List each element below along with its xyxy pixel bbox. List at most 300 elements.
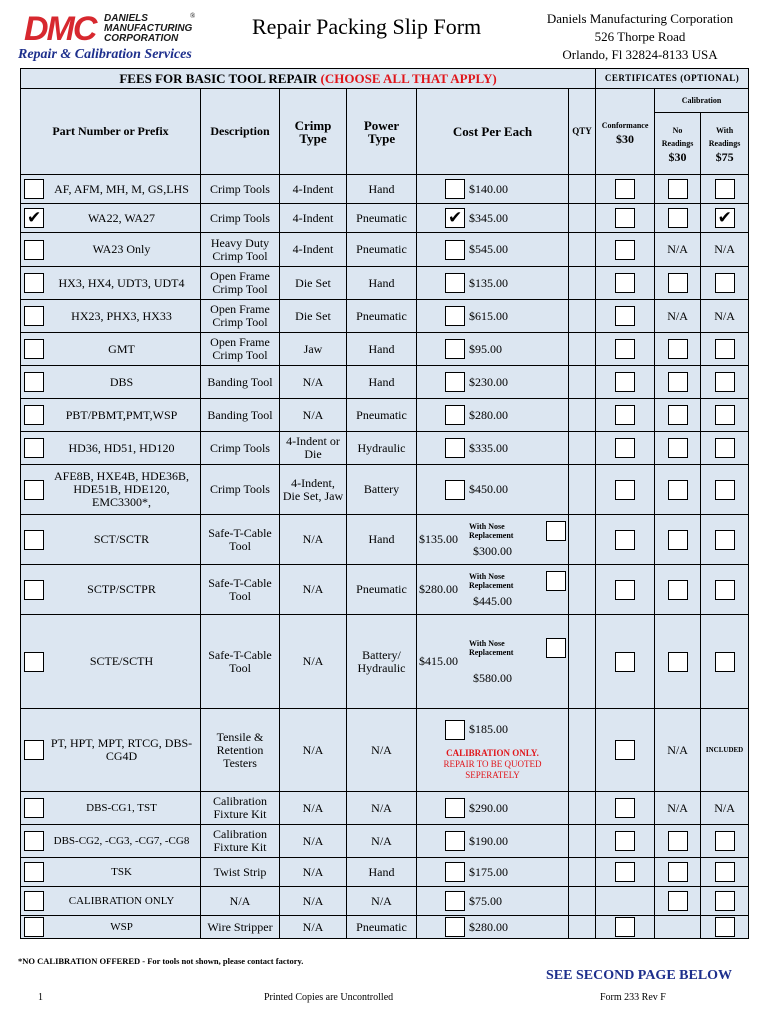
qty-cell[interactable] xyxy=(569,916,596,939)
nose-replacement-label: With Nose Replacement xyxy=(469,522,514,540)
power-type: N/A xyxy=(347,709,417,792)
conformance-cell xyxy=(596,465,655,515)
cost-cell xyxy=(417,858,569,887)
description: Calibration Fixture Kit xyxy=(201,825,280,858)
power-type: Pneumatic xyxy=(347,916,417,939)
description: Safe-T-Cable Tool xyxy=(201,615,280,709)
with-readings-checkbox[interactable] xyxy=(715,652,735,672)
cost-cell xyxy=(417,366,569,399)
cost-value: $190.00 xyxy=(469,833,508,848)
qty-cell[interactable] xyxy=(569,825,596,858)
part-select-checkbox[interactable] xyxy=(24,831,44,851)
with-readings-checkbox[interactable] xyxy=(715,273,735,293)
cost-value: $290.00 xyxy=(469,800,508,815)
description: Heavy Duty Crimp Tool xyxy=(201,233,280,267)
conformance-cell xyxy=(596,615,655,709)
with-readings-cell xyxy=(701,333,749,366)
table-row xyxy=(21,465,749,515)
crimp-type: N/A xyxy=(280,515,347,565)
no-readings-cell xyxy=(655,465,701,515)
cost-select-checkbox[interactable] xyxy=(445,179,465,199)
no-readings-checkbox[interactable] xyxy=(668,530,688,550)
no-readings-checkbox[interactable] xyxy=(668,438,688,458)
conformance-checkbox[interactable] xyxy=(615,372,635,392)
description: Wire Stripper xyxy=(201,916,280,939)
description: Crimp Tools xyxy=(201,204,280,233)
with-readings-value: N/A xyxy=(701,300,749,333)
no-readings-cell xyxy=(655,916,701,939)
conformance-cell xyxy=(596,792,655,825)
with-readings-cell xyxy=(701,267,749,300)
footnote: *NO CALIBRATION OFFERED - For tools not shown, please contact factory. xyxy=(18,956,304,966)
table-row xyxy=(21,565,749,615)
part-number: WA22, WA27 xyxy=(87,210,156,225)
power-type: Pneumatic xyxy=(347,204,417,233)
part-number: GMT xyxy=(108,341,135,356)
with-readings-cell xyxy=(701,615,749,709)
crimp-type: 4-Indent or Die xyxy=(280,432,347,465)
qty-cell[interactable] xyxy=(569,432,596,465)
with-readings-checkbox[interactable] xyxy=(715,530,735,550)
part-select-checkbox[interactable] xyxy=(24,306,44,326)
power-type: N/A xyxy=(347,887,417,916)
company-logo: DMC DANIELS MANUFACTURING CORPORATION ® xyxy=(24,10,196,48)
table-row xyxy=(21,825,749,858)
part-cell xyxy=(21,565,201,615)
part-cell xyxy=(21,615,201,709)
cost-select-checkbox[interactable] xyxy=(445,438,465,458)
part-select-checkbox[interactable] xyxy=(24,917,44,937)
no-readings-cell xyxy=(655,399,701,432)
conformance-cell xyxy=(596,565,655,615)
table-row xyxy=(21,709,749,792)
with-readings-value: N/A xyxy=(701,792,749,825)
conformance-checkbox[interactable] xyxy=(615,580,635,600)
part-cell xyxy=(21,432,201,465)
no-readings-checkbox[interactable] xyxy=(668,273,688,293)
conformance-cell xyxy=(596,858,655,887)
no-readings-cell xyxy=(655,565,701,615)
with-readings-cell xyxy=(701,887,749,916)
cost-cell xyxy=(417,615,569,709)
conformance-cell xyxy=(596,300,655,333)
part-cell xyxy=(21,233,201,267)
cost-value: $615.00 xyxy=(469,308,508,323)
part-number: WSP xyxy=(110,920,133,933)
no-readings-checkbox[interactable] xyxy=(668,405,688,425)
with-readings-cell xyxy=(701,858,749,887)
calibration-only-note: CALIBRATION ONLY. xyxy=(446,747,539,758)
no-readings-cell xyxy=(655,267,701,300)
part-number: DBS-CG2, -CG3, -CG7, -CG8 xyxy=(53,834,190,847)
col-power-type: Power Type xyxy=(347,89,417,175)
logo-mark: DMC xyxy=(24,10,96,48)
qty-cell[interactable] xyxy=(569,366,596,399)
conformance-checkbox[interactable] xyxy=(615,273,635,293)
nose-replacement-cost: $300.00 xyxy=(473,544,512,558)
page-title: Repair Packing Slip Form xyxy=(252,14,482,39)
with-readings-cell xyxy=(701,399,749,432)
cost-cell xyxy=(417,175,569,204)
conformance-checkbox[interactable] xyxy=(615,798,635,818)
cost-value: $450.00 xyxy=(469,482,508,496)
crimp-type: Die Set xyxy=(280,267,347,300)
part-select-checkbox[interactable] xyxy=(24,339,44,359)
qty-cell[interactable] xyxy=(569,267,596,300)
part-select-checkbox[interactable] xyxy=(24,530,44,550)
with-readings-cell xyxy=(701,432,749,465)
part-select-checkbox[interactable] xyxy=(24,438,44,458)
no-readings-value: N/A xyxy=(655,709,701,792)
conformance-cell xyxy=(596,916,655,939)
conformance-checkbox[interactable] xyxy=(615,917,635,937)
section-heading: FEES FOR BASIC TOOL REPAIR (CHOOSE ALL THAT APPLY) xyxy=(21,69,596,89)
part-select-checkbox[interactable] xyxy=(24,580,44,600)
power-type: Pneumatic xyxy=(347,300,417,333)
conformance-cell xyxy=(596,366,655,399)
part-select-checkbox[interactable] xyxy=(24,372,44,392)
conformance-checkbox[interactable] xyxy=(615,740,635,760)
cost-cell xyxy=(417,399,569,432)
description: Calibration Fixture Kit xyxy=(201,792,280,825)
certificates-heading: CERTIFICATES (OPTIONAL) xyxy=(596,69,749,89)
see-second-page-link: SEE SECOND PAGE BELOW xyxy=(546,968,733,983)
conformance-checkbox[interactable] xyxy=(615,438,635,458)
cost-value: $280.00 xyxy=(469,407,508,422)
no-readings-checkbox[interactable] xyxy=(668,862,688,882)
no-readings-cell xyxy=(655,366,701,399)
part-cell xyxy=(21,825,201,858)
with-readings-checkbox[interactable] xyxy=(715,208,735,228)
no-readings-cell xyxy=(655,175,701,204)
no-readings-checkbox[interactable] xyxy=(668,891,688,911)
cost-select-checkbox[interactable] xyxy=(445,720,465,740)
with-readings-checkbox[interactable] xyxy=(715,891,735,911)
cost-value: $230.00 xyxy=(469,374,508,389)
conformance-checkbox[interactable] xyxy=(615,862,635,882)
no-readings-value: N/A xyxy=(655,233,701,267)
cost-cell xyxy=(417,709,569,792)
col-qty: QTY xyxy=(569,89,596,175)
crimp-type: N/A xyxy=(280,858,347,887)
no-readings-checkbox[interactable] xyxy=(668,580,688,600)
qty-cell[interactable] xyxy=(569,399,596,432)
part-select-checkbox[interactable] xyxy=(24,862,44,882)
part-number: DBS-CG1, TST xyxy=(86,801,157,814)
qty-cell[interactable] xyxy=(569,204,596,233)
part-cell xyxy=(21,204,201,233)
qty-cell[interactable] xyxy=(569,175,596,204)
qty-cell[interactable] xyxy=(569,233,596,267)
power-type: Pneumatic xyxy=(347,399,417,432)
qty-cell[interactable] xyxy=(569,792,596,825)
part-number: HX23, PHX3, HX33 xyxy=(71,308,172,323)
with-readings-cell xyxy=(701,916,749,939)
with-readings-checkbox[interactable] xyxy=(715,339,735,359)
power-type: Hand xyxy=(347,175,417,204)
with-readings-checkbox[interactable] xyxy=(715,179,735,199)
description: Crimp Tools xyxy=(201,175,280,204)
no-readings-cell xyxy=(655,515,701,565)
no-readings-checkbox[interactable] xyxy=(668,831,688,851)
cost-select-checkbox[interactable] xyxy=(445,917,465,937)
cost-value: $185.00 xyxy=(469,722,508,736)
cost-value: $175.00 xyxy=(469,864,508,879)
part-cell xyxy=(21,300,201,333)
description: Banding Tool xyxy=(201,366,280,399)
no-readings-checkbox[interactable] xyxy=(668,652,688,672)
part-select-checkbox[interactable] xyxy=(24,179,44,199)
description: Crimp Tools xyxy=(201,465,280,515)
with-readings-checkbox[interactable] xyxy=(715,438,735,458)
part-number: CALIBRATION ONLY xyxy=(68,894,175,907)
crimp-type: N/A xyxy=(280,565,347,615)
conformance-checkbox[interactable] xyxy=(615,179,635,199)
cost-cell xyxy=(417,792,569,825)
description: Safe-T-Cable Tool xyxy=(201,565,280,615)
table-row xyxy=(21,333,749,366)
conformance-checkbox[interactable] xyxy=(615,208,635,228)
part-number: SCT/SCTR xyxy=(93,532,150,546)
conformance-cell xyxy=(596,887,655,916)
crimp-type: N/A xyxy=(280,709,347,792)
part-cell xyxy=(21,916,201,939)
cost-select-checkbox[interactable] xyxy=(445,862,465,882)
qty-cell[interactable] xyxy=(569,515,596,565)
no-readings-cell xyxy=(655,333,701,366)
cost-cell xyxy=(417,300,569,333)
part-number: AF, AFM, MH, M, GS,LHS xyxy=(54,181,189,196)
no-readings-value: N/A xyxy=(655,792,701,825)
table-row xyxy=(21,204,749,233)
crimp-type: Jaw xyxy=(280,333,347,366)
conformance-checkbox[interactable] xyxy=(615,240,635,260)
table-row xyxy=(21,916,749,939)
nose-replacement-cost: $580.00 xyxy=(473,671,512,685)
crimp-type: Die Set xyxy=(280,300,347,333)
part-select-checkbox[interactable] xyxy=(24,273,44,293)
cost-value: $135.00 xyxy=(469,275,508,290)
crimp-type: N/A xyxy=(280,366,347,399)
part-number: HD36, HD51, HD120 xyxy=(68,440,175,455)
table-row xyxy=(21,233,749,267)
crimp-type: 4-Indent, Die Set, Jaw xyxy=(280,465,347,515)
cost-select-checkbox[interactable] xyxy=(445,273,465,293)
part-number: PT, HPT, MPT, RTCG, DBS-CG4D xyxy=(50,736,193,763)
part-number: PBT/PBMT,PMT,WSP xyxy=(65,407,178,422)
cost-cell xyxy=(417,233,569,267)
cost-select-checkbox[interactable] xyxy=(445,208,465,228)
conformance-checkbox[interactable] xyxy=(615,831,635,851)
part-select-checkbox[interactable] xyxy=(24,652,44,672)
cost-cell xyxy=(417,565,569,615)
with-readings-checkbox[interactable] xyxy=(715,580,735,600)
nose-replacement-checkbox[interactable] xyxy=(546,571,566,591)
cost-select-checkbox[interactable] xyxy=(445,798,465,818)
conformance-checkbox[interactable] xyxy=(615,480,635,500)
with-readings-cell xyxy=(701,204,749,233)
part-select-checkbox[interactable] xyxy=(24,240,44,260)
no-readings-checkbox[interactable] xyxy=(668,208,688,228)
cost-cell xyxy=(417,432,569,465)
nose-replacement-label: With Nose Replacement xyxy=(469,639,514,657)
part-select-checkbox[interactable] xyxy=(24,480,44,500)
crimp-type: N/A xyxy=(280,916,347,939)
part-cell xyxy=(21,267,201,300)
nose-replacement-checkbox[interactable] xyxy=(546,521,566,541)
nose-replacement-cost: $445.00 xyxy=(473,594,512,608)
conformance-cell xyxy=(596,432,655,465)
table-row xyxy=(21,432,749,465)
no-readings-cell xyxy=(655,204,701,233)
nose-replacement-label: With Nose Replacement xyxy=(469,572,514,590)
no-readings-checkbox[interactable] xyxy=(668,480,688,500)
table-row xyxy=(21,267,749,300)
part-cell xyxy=(21,399,201,432)
cost-select-checkbox[interactable] xyxy=(445,306,465,326)
cost-select-checkbox[interactable] xyxy=(445,240,465,260)
part-select-checkbox[interactable] xyxy=(24,891,44,911)
table-row xyxy=(21,399,749,432)
conformance-checkbox[interactable] xyxy=(615,652,635,672)
no-readings-checkbox[interactable] xyxy=(668,339,688,359)
with-readings-value: INCLUDED xyxy=(701,709,749,792)
conformance-cell xyxy=(596,333,655,366)
part-cell xyxy=(21,465,201,515)
power-type: Battery xyxy=(347,465,417,515)
cost-select-checkbox[interactable] xyxy=(445,831,465,851)
conformance-checkbox[interactable] xyxy=(615,530,635,550)
part-cell xyxy=(21,858,201,887)
no-readings-cell xyxy=(655,887,701,916)
power-type: Hand xyxy=(347,333,417,366)
description: Twist Strip xyxy=(201,858,280,887)
part-cell xyxy=(21,333,201,366)
with-readings-checkbox[interactable] xyxy=(715,480,735,500)
part-cell xyxy=(21,709,201,792)
crimp-type: 4-Indent xyxy=(280,175,347,204)
with-readings-checkbox[interactable] xyxy=(715,862,735,882)
crimp-type: N/A xyxy=(280,887,347,916)
logo-wordmark: DANIELS MANUFACTURING CORPORATION xyxy=(104,13,193,44)
with-readings-checkbox[interactable] xyxy=(715,405,735,425)
part-cell xyxy=(21,366,201,399)
part-number: TSK xyxy=(111,865,132,878)
part-cell xyxy=(21,515,201,565)
part-cell xyxy=(21,792,201,825)
conformance-cell xyxy=(596,233,655,267)
cost-select-checkbox[interactable] xyxy=(445,339,465,359)
cost-select-checkbox[interactable] xyxy=(445,405,465,425)
qty-cell[interactable] xyxy=(569,300,596,333)
no-readings-checkbox[interactable] xyxy=(668,372,688,392)
power-type: Hydraulic xyxy=(347,432,417,465)
tagline: Repair & Calibration Services xyxy=(18,47,192,62)
part-number: HX3, HX4, UDT3, UDT4 xyxy=(58,275,185,290)
cost-cell xyxy=(417,204,569,233)
no-readings-cell xyxy=(655,615,701,709)
conformance-checkbox[interactable] xyxy=(615,306,635,326)
cost-value: $75.00 xyxy=(469,893,502,908)
with-readings-cell xyxy=(701,515,749,565)
no-readings-cell xyxy=(655,432,701,465)
part-select-checkbox[interactable] xyxy=(24,740,44,760)
description: Open Frame Crimp Tool xyxy=(201,333,280,366)
part-select-checkbox[interactable] xyxy=(24,405,44,425)
part-number: WA23 Only xyxy=(92,242,151,256)
cost-select-checkbox[interactable] xyxy=(445,480,465,500)
power-type: Hand xyxy=(347,267,417,300)
col-with-readings: With Readings $75 xyxy=(701,113,749,175)
repair-quote-note: REPAIR TO BE QUOTED SEPERATELY xyxy=(443,758,542,780)
qty-cell[interactable] xyxy=(569,858,596,887)
qty-cell[interactable] xyxy=(569,333,596,366)
repair-fee-table xyxy=(20,68,749,939)
table-row xyxy=(21,175,749,204)
description: Open Frame Crimp Tool xyxy=(201,300,280,333)
base-cost: $135.00 xyxy=(419,532,458,546)
cost-cell xyxy=(417,887,569,916)
qty-cell[interactable] xyxy=(569,615,596,709)
crimp-type: 4-Indent xyxy=(280,233,347,267)
company-address: Daniels Manufacturing Corporation 526 Thorpe Road Orlando, Fl 32824-8133 USA xyxy=(546,11,734,62)
cost-select-checkbox[interactable] xyxy=(445,372,465,392)
part-select-checkbox[interactable] xyxy=(24,798,44,818)
crimp-type: N/A xyxy=(280,615,347,709)
power-type: Hand xyxy=(347,366,417,399)
form-number: Form 233 Rev F xyxy=(600,992,666,1003)
cost-cell xyxy=(417,267,569,300)
power-type: Hand xyxy=(347,858,417,887)
base-cost: $415.00 xyxy=(419,654,458,668)
no-readings-checkbox[interactable] xyxy=(668,179,688,199)
part-number: DBS xyxy=(109,374,134,389)
conformance-cell xyxy=(596,204,655,233)
qty-cell[interactable] xyxy=(569,709,596,792)
page-number: 1 xyxy=(38,992,43,1003)
with-readings-cell xyxy=(701,175,749,204)
cost-select-checkbox[interactable] xyxy=(445,891,465,911)
with-readings-checkbox[interactable] xyxy=(715,372,735,392)
part-select-checkbox[interactable] xyxy=(24,208,44,228)
cost-value: $545.00 xyxy=(469,242,508,256)
conformance-checkbox[interactable] xyxy=(615,405,635,425)
qty-cell[interactable] xyxy=(569,565,596,615)
cost-value: $95.00 xyxy=(469,341,502,356)
conformance-cell xyxy=(596,399,655,432)
qty-cell[interactable] xyxy=(569,465,596,515)
conformance-checkbox[interactable] xyxy=(615,339,635,359)
cost-cell xyxy=(417,333,569,366)
no-readings-value: N/A xyxy=(655,300,701,333)
description: Banding Tool xyxy=(201,399,280,432)
table-row xyxy=(21,887,749,916)
table-row xyxy=(21,792,749,825)
with-readings-checkbox[interactable] xyxy=(715,917,735,937)
crimp-type: 4-Indent xyxy=(280,204,347,233)
nose-replacement-checkbox[interactable] xyxy=(546,638,566,658)
power-type: Pneumatic xyxy=(347,565,417,615)
with-readings-value: N/A xyxy=(701,233,749,267)
description: N/A xyxy=(201,887,280,916)
cost-value: $280.00 xyxy=(469,919,508,934)
with-readings-cell xyxy=(701,825,749,858)
col-crimp-type: Crimp Type xyxy=(280,89,347,175)
col-no-readings: No Readings $30 xyxy=(655,113,701,175)
col-calibration: Calibration xyxy=(655,89,749,113)
with-readings-checkbox[interactable] xyxy=(715,831,735,851)
qty-cell[interactable] xyxy=(569,887,596,916)
